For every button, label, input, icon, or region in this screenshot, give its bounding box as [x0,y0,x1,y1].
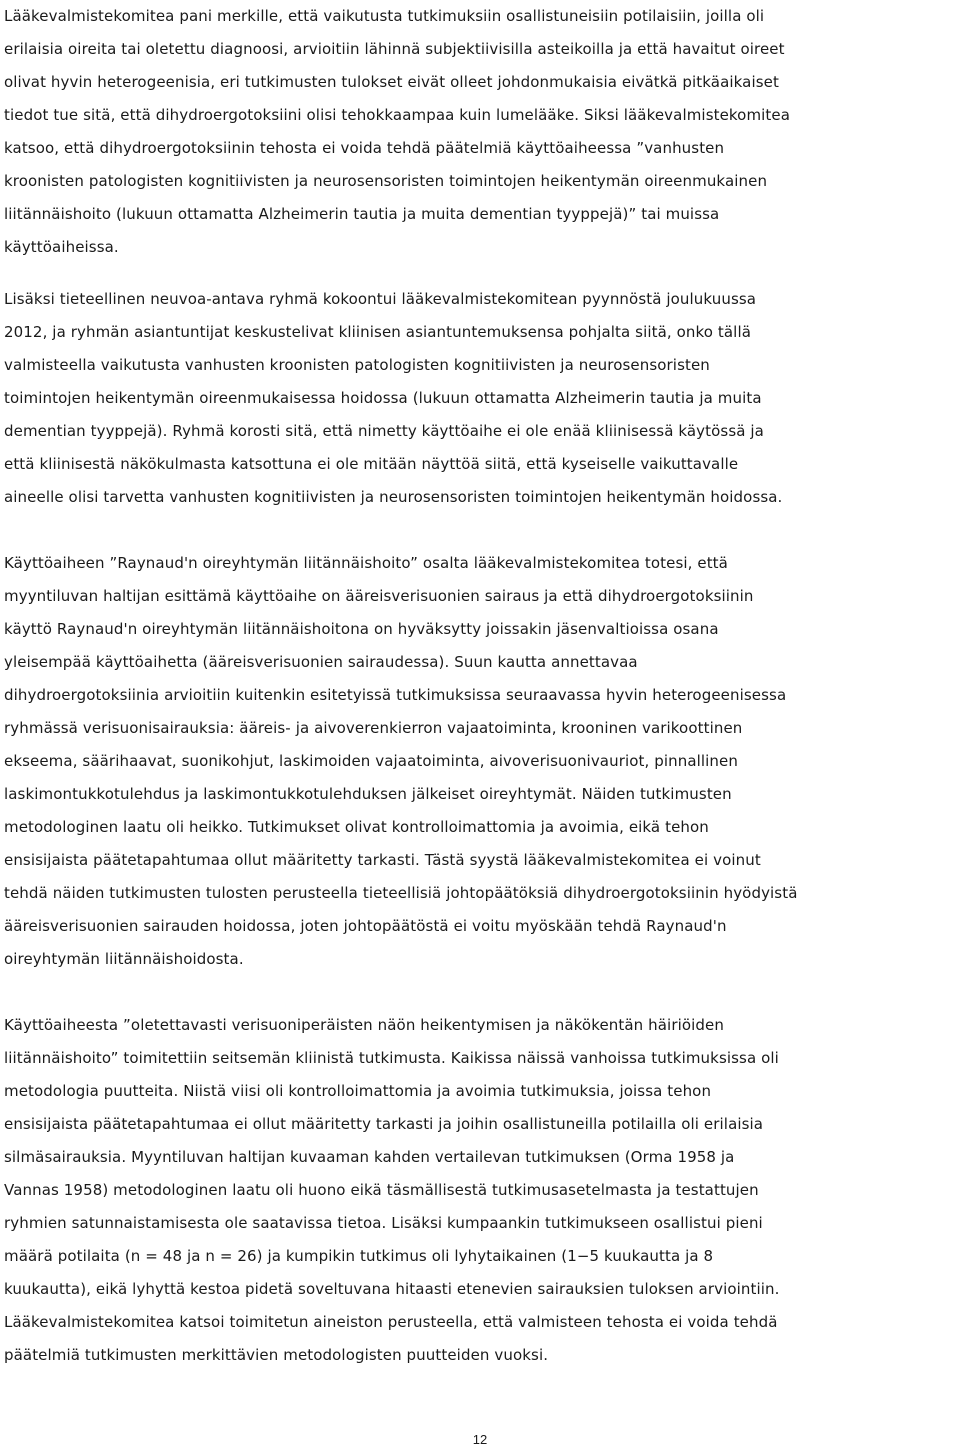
paragraph-efficacy-cognitive: Lääkevalmistekomitea pani merkille, että vaikutusta tutkimuksiin osallistuneisiin potilaisiin, joilla oli erilaisia oireita tai oletettu diagnoosi, arvioitiin lähinnä subjektiivisilla asteikoilla ja että havaitut oireet olivat hyvin heterogeenisia, eri tutkimusten tulokset eivät olleet johdonmukaisia eivätkä pitkäaikaiset tiedot tue sitä, että dihydroergotoksiini olisi tehokkaampaa kuin lumelääke. Siksi lääkevalmistekomitea katsoo, että dihydroergotoksiinin tehosta ei voida tehdä päätelmiä käyttöaiheessa ”vanhusten kroonisten patologisten kognitiivisten ja neurosensoristen toimintojen heikentymän oireenmukainen liitännäishoito (lukuun ottamatta Alzheimerin tautia ja muita dementian tyyppejä)” tai muissa käyttöaiheissa. [4,7,791,256]
page-number: 12 [472,1432,488,1447]
paragraph-scientific-advisory-group: Lisäksi tieteellinen neuvoa-antava ryhmä kokoontui lääkevalmistekomitean pyynnöstä joulukuussa 2012, ja ryhmän asiantuntijat keskustelivat kliinisen asiantuntemuksensa pohjalta siitä, onko tällä valmisteella vaikutusta vanhusten kroonisten patologisten kognitiivisten ja neurosensoristen toimintojen heikentymän oireenmukaisessa hoidossa (lukuun ottamatta Alzheimerin tautia ja muita dementian tyyppejä). Ryhmä korosti sitä, että nimetty käyttöaihe ei ole enää kliinisessä käytössä ja että kliinisestä näkökulmasta katsottuna ei ole mitään näyttöä siitä, että kyseiselle vaikuttavalle aineelle olisi tarvetta vanhusten kognitiivisten ja neurosensoristen toimintojen heikentymän hoidossa. [4,290,783,506]
paragraph-raynaud-indication: Käyttöaiheen ”Raynaud'n oireyhtymän liitännäishoito” osalta lääkevalmistekomitea totesi, että myyntiluvan haltijan esittämä käyttöaihe on ääreisverisuonien sairaus ja että dihydroergotoksiinin käyttö Raynaud'n oireyhtymän liitännäishoitona on hyväksytty joissakin jäsenvaltioissa osana yleisempää käyttöaihetta (ääreisverisuonien sairaudessa). Suun kautta annettavaa dihydroergotoksiinia arvioitiin kuitenkin esitetyissä tutkimuksissa seuraavassa hyvin heterogeenisessa ryhmässä verisuonisairauksia: ääreis- ja aivoverenkierron vajaatoiminta, krooninen varikoottinen ekseema, säärihaavat, suonikohjut, laskimoiden vajaatoiminta, aivoverisuonivauriot, pinnallinen laskimontukkotulehdus ja laskimontukkotulehduksen jälkeiset oireyhtymät. Näiden tutkimusten metodologinen laatu oli heikko. Tutkimukset olivat kontrolloimattomia ja avoimia, eikä tehon ensisijaista päätetapahtumaa ollut määritetty tarkasti. Tästä syystä lääkevalmistekomitea ei voinut tehdä näiden tutkimusten tulosten perusteella tieteellisiä johtopäätöksiä dihydroergotoksiinin hyödyistä ääreisverisuonien sairauden hoidossa, joten johtopäätöstä ei voitu myöskään tehdä Raynaud'n oireyhtymän liitännäishoidosta. [4,554,798,968]
paragraph-vision-indication: Käyttöaiheesta ”oletettavasti verisuoniperäisten näön heikentymisen ja näkökentän häiriöiden liitännäishoito” toimitettiin seitsemän kliinistä tutkimusta. Kaikissa näissä vanhoissa tutkimuksissa oli metodologia puutteita. Niistä viisi oli kontrolloimattomia ja avoimia tutkimuksia, joissa tehon ensisijaista päätetapahtumaa ei ollut määritetty tarkasti ja joihin osallistuneilla potilailla oli erilaisia silmäsairauksia. Myyntiluvan haltijan kuvaaman kahden vertailevan tutkimuksen (Orma 1958 ja Vannas 1958) metodologinen laatu oli huono eikä täsmällisestä tutkimusasetelmasta ja testattujen ryhmien satunnaistamisesta ole saatavissa tietoa. Lisäksi kumpaankin tutkimukseen osallistui pieni määrä potilaita (n = 48 ja n = 26) ja kumpikin tutkimus oli lyhytaikainen (1−5 kuukautta ja 8 kuukautta), eikä lyhyttä kestoa pidetä soveltuvana hitaasti etenevien sairauksien tuloksen arviointiin. Lääkevalmistekomitea katsoi toimitetun aineiston perusteella, että valmisteen tehosta ei voida tehdä päätelmiä tutkimusten merkittävien metodologisten puutteiden vuoksi. [4,1016,780,1364]
